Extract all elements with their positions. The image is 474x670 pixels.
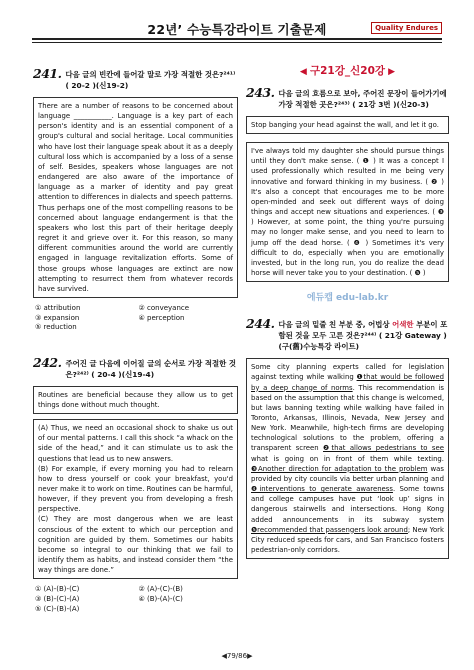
passage-segment: Some city planning experts called for legislation against texting while walking <box>251 363 444 382</box>
page-title: 22년’ 수능특강라이트 기출문제 <box>147 22 327 37</box>
question-header <box>33 68 238 91</box>
passage-segment: what is going on in front of them while texting. <box>251 454 444 463</box>
question-244 <box>246 318 449 559</box>
question-header <box>246 318 449 352</box>
given-sentence: Routines are beneficial because they allow us to get things done without much thought. <box>38 390 233 409</box>
question-header <box>33 354 238 380</box>
header-divider <box>32 38 442 40</box>
question-prompt <box>278 318 449 352</box>
underlined-segment: ❷that allows pedestrians to see <box>323 444 444 453</box>
passage-segment: was provided by city councils via better urban planning and <box>251 464 444 483</box>
given-sentence: Stop banging your head against the wall, and let it go. <box>251 121 439 129</box>
passage-text: I've always told my daughter she should pursue things until they don't make sense. ( ❶ ) It was a concept I used professionally which resulted in me being very innovative and forward thinking in my business. ( ❷ ) It's also a concept that encourages me to be more open-minded and seek out different ways of doing things and accept new situations and experiences. ( ❸ ) However, at some point, the thing you're pursuing may no longer make sense, and you need to learn to jump off the dead horse. ( ❹ ) Sometimes it's very difficult to do, especially when you are emotionally invested, but in the long run, you do realize the dead horse will never take you to your destination. ( ❺ ) <box>251 147 444 278</box>
underlined-segment: ❸Another direction for adaptation to the problem <box>251 464 428 473</box>
option-5[interactable]: ⑤ (C)-(B)-(A) <box>35 604 80 613</box>
question-number: 241. <box>33 66 62 81</box>
question-prompt: 다음 글의 빈칸에 들어갈 말로 가장 적절한 것은?²⁴¹⁾ ( 20-2 )(신19-2) <box>65 70 236 90</box>
question-242 <box>33 354 238 614</box>
option-2[interactable]: ② conveyance <box>138 303 190 312</box>
passage-text: There are a number of reasons to be concerned about language ___________. Language is a key part of each person's identity and is an essential component of a group's cultural and social heritage. Local communities who have lost their language speak about it as a deeply cultural loss which is accompanied by a loss of a sense of self. Besides, speakers whose languages are not endangered are also aware of the importance of language as a marker of identity and pay great attention to differences in dialects and speech patterns. Thus perhaps one of the most compelling reasons to be concerned about language endangerment is that the speakers who lost this part of their heritage deeply regret it and grieve over it. For this reason, so many different communities around the world are currently engaged in language revitalization efforts. Some of those groups whose languages are extinct are now attempting to resurrect them from whatever records have survived. <box>38 102 233 293</box>
question-header <box>246 87 449 110</box>
left-arrow-icon: ◀ <box>299 67 310 77</box>
option-4[interactable]: ④ perception <box>138 313 185 322</box>
quality-badge: Quality Endures <box>371 22 442 34</box>
passage-segment: ; New York City reduced speeds for cars, and San Francisco fosters pedestrian-only corridors. <box>251 525 444 554</box>
watermark: 에듀캡 edu-lab.kr <box>306 293 389 304</box>
prompt-part-b: 부분이 포함된 것을 모두 고른 것은?²⁴⁴⁾ ( 21강 Gateway ) (구(舊)수능특강 라이트) <box>278 320 448 352</box>
option-3[interactable]: ③ (B)-(C)-(A) <box>35 595 80 603</box>
section-title-text: 구21강_신20강 <box>309 65 386 77</box>
section-title <box>246 64 449 79</box>
option-5[interactable]: ⑤ reduction <box>35 323 77 332</box>
paragraph-a: (A) Thus, we need an occasional shock to shake us out of our mental patterns. I call this shock “a whack on the side of the head,” and it can stimulate us to ask the questions that lead us to new answers. <box>38 424 233 463</box>
right-column <box>246 64 449 559</box>
option-2[interactable]: ② (A)-(C)-(B) <box>138 585 183 594</box>
page-header <box>32 18 442 46</box>
underlined-segment: ❺recommended that passengers look around <box>251 525 408 534</box>
paragraph-c: (C) They are most dangerous when we are least conscious of the extent to which our perception and cognition are guided by them. Sometimes our habits become so integral to our thinking that we fail to identify them as habits, and instead consider them “the way things are done.” <box>38 515 233 575</box>
underlined-segment: ❶that would be followed by a deep change of norms <box>251 373 444 392</box>
header-divider-thin <box>32 42 442 43</box>
page-number: ◀79/86▶ <box>221 652 253 660</box>
passage-box <box>33 97 238 298</box>
option-3[interactable]: ③ expansion <box>35 313 80 322</box>
question-number: 242. <box>33 354 62 370</box>
given-sentence-box <box>246 116 449 134</box>
question-number: 244. <box>246 316 275 332</box>
answer-options <box>33 585 238 614</box>
paragraph-b: (B) For example, if every morning you had to relearn how to dress yourself or cook your breakfast, you'd never make it to work on time. Routines can be harmful, however, if they prevent you from developing a fresh perspective. <box>38 464 233 514</box>
watermark-area <box>246 282 449 312</box>
question-prompt: 주어진 글 다음에 이어질 글의 순서로 가장 적절한 것은?²⁴²⁾ ( 20-4 )(신19-4) <box>65 358 236 379</box>
prompt-highlight: 어색한 <box>392 320 414 330</box>
question-243 <box>246 87 449 282</box>
passage-box <box>246 358 449 559</box>
question-prompt: 다음 글의 흐름으로 보아, 주어진 문장이 들어가기에 가장 적절한 곳은?²⁴³⁾ ( 21강 3번 )(신20-3) <box>278 89 447 109</box>
question-241 <box>33 68 238 333</box>
option-4[interactable]: ④ (B)-(A)-(C) <box>138 595 183 603</box>
passage-text <box>251 362 444 555</box>
prompt-part-a: 다음 글의 밑줄 친 부분 중, 어법상 <box>278 320 393 330</box>
given-sentence-box <box>33 386 238 414</box>
left-column <box>33 68 238 614</box>
right-arrow-icon: ▶ <box>385 67 396 77</box>
question-number: 243. <box>246 85 275 100</box>
passage-segment: . Some towns and college campuses have put ‘look up’ signs in dangerous stairwells and intersections. Hong Kong added announcements in its subway system <box>251 485 444 524</box>
underlined-segment: ❹interventions to generate awareness <box>251 485 393 494</box>
passage-box <box>33 419 238 579</box>
option-1[interactable]: ① attribution <box>35 303 81 312</box>
passage-segment: . This recommendation is based on the assumption that this change is welcomed, but laws banning texting while walking have failed in Toronto, Arkansas, Illinois, Nevada, New Jersey and New York. Meanwhile, high-tech firms are developing technological solutions to the problem, offering a transparent screen <box>251 383 445 453</box>
option-1[interactable]: ① (A)-(B)-(C) <box>35 585 80 594</box>
passage-box <box>246 142 449 282</box>
answer-options <box>33 304 238 333</box>
